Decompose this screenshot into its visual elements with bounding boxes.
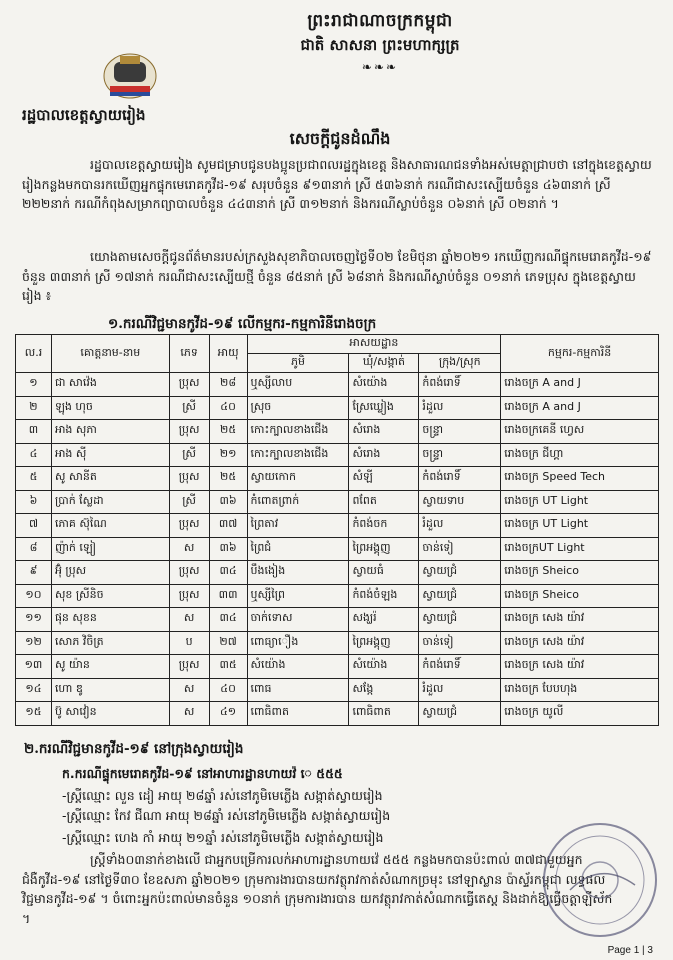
cell-commune: សំរោង [349,420,419,444]
cell-district: កំពង់រោទិ៍ [419,373,501,397]
cell-no: ៣ [16,420,52,444]
cell-commune: ពោធិពាត [349,702,419,726]
cell-name: សោភ វិចិត្រ [51,631,169,655]
cell-commune: កំពង់ចំឡង [349,584,419,608]
cell-age: ៤១ [209,702,247,726]
header-commune: ឃុំ/សង្កាត់ [349,354,419,373]
cell-commune: សំយ៉ោង [349,373,419,397]
cell-age: ២១ [209,443,247,467]
cell-village: ស្វាយកោក [247,467,349,491]
cell-sex: ស្រី [169,443,209,467]
province-emblem-logo [100,42,160,102]
cell-age: ៣៧ [209,514,247,538]
cell-village: ពោធ [247,678,349,702]
cell-no: ៦ [16,490,52,514]
cell-workplace: រោងចក្រ Speed Tech [501,467,659,491]
table-row [16,490,659,514]
table-row [16,702,659,726]
cell-age: ៣៦ [209,537,247,561]
cell-village: កំពោតព្រាក់ [247,490,349,514]
cell-commune: ស្វាយធំ [349,561,419,585]
cell-workplace: រោងចក្រ A and J [501,396,659,420]
cell-age: ៣៦ [209,490,247,514]
table-row [16,584,659,608]
cell-age: ៣៥ [209,655,247,679]
cell-village: ពោធ្យាឿង [247,631,349,655]
cell-no: ១២ [16,631,52,655]
cell-district: រំដួល [419,396,501,420]
cell-name: ហោ ឌូ [51,678,169,702]
cell-sex: ប្រុស [169,584,209,608]
cell-commune: សង្កែ [349,678,419,702]
cell-sex: ស្រី [169,490,209,514]
header-workplace: កម្មករ-កម្មការិនី [501,335,659,373]
table-row [16,678,659,702]
person-line: -ស្ត្រីឈ្មោះ កែវ ជីណា អាយុ ២៨ឆ្នាំ រស់នៅភូមិមេភ្លើង សង្កាត់ស្វាយរៀង [62,808,391,823]
cell-age: ២៧ [209,631,247,655]
cell-district: កំពង់រោទិ៍ [419,467,501,491]
ornament-divider: ❧❧❧ [361,60,399,74]
cell-commune: សង្ឃរ៉ [349,608,419,632]
cell-village: ចាក់ទោស [247,608,349,632]
person-line: -ស្ត្រីឈ្មោះ លួន ដៀ អាយុ ២៨ឆ្នាំ រស់នៅភូមិមេភ្លើង សង្កាត់ស្វាយរៀង [62,788,383,803]
table-row [16,608,659,632]
cases-table-body [16,373,659,726]
cell-village: ពោធិពាត [247,702,349,726]
header-address: អាសយដ្ឋាន [247,335,501,354]
national-motto: ជាតិ សាសនា ព្រះមហាក្សត្រ [300,36,460,54]
cell-workplace: រោងចក្រ សេង យ៉ាវ [501,655,659,679]
cell-workplace: រោងចក្រUT Light [501,537,659,561]
cell-workplace: រោងចក្រ UT Light [501,514,659,538]
cell-commune: ព្រៃអង្គុញ [349,537,419,561]
cell-name: ផុន សុខន [51,608,169,632]
cell-village: បឹងងៀង [247,561,349,585]
table-row [16,631,659,655]
closing-paragraph: ស្ត្រីទាំង០៣នាក់ខាងលើ ជាអ្នកបម្រើការលក់អាហារដ្ឋានហាយវ៉េ ៥៥៥ កន្លងមកបានប៉ះពាល់ ៣៧ជាមួយអ្នកជំងឺកូវីដ-១៩ នៅថ្ងៃទី៣០ ខែឧសភា ឆ្នាំ២០២១ ក្រុមការងារបានយកវត្ថុរាវកាត់សំណាកច្រមុះ នៅឡាស្លាន ប៉ាស្ទ័រកម្ពុជា លទ្ធផលវិជ្ជមានកូវីដ-១៩ ។ ចំពោះអ្នកប៉ះពាល់មានចំនួន ១០នាក់ ក្រុមការងារបាន យកវត្ថុរាវកាត់សំណាកធ្វើតេស្ត និងដាក់ឱ្យធ្វើចត្តាឡីស័ក ។ [22,852,613,926]
cell-village: ព្រៃតាវ [247,514,349,538]
cases-table [15,334,659,726]
cell-workplace: រោងចក្រ Sheico [501,584,659,608]
cell-name: អាង សុភា [51,420,169,444]
cell-name: ប្រាក់ ស្លែដា [51,490,169,514]
cell-district: ស្វាយជ្រំ [419,561,501,585]
cell-commune: កំពង់ចក [349,514,419,538]
cell-no: ៤ [16,443,52,467]
section2-subtitle: ក.ករណីផ្ទុកមេរោគកូវីដ-១៩ នៅអាហារដ្ឋានហាយវ៉ េ ៥៥៥ [62,766,343,781]
cell-sex: ប្រុស [169,420,209,444]
cell-district: ចាន់ទៀ [419,537,501,561]
cell-district: រំដួល [419,514,501,538]
cell-workplace: រោងចក្រ UT Light [501,490,659,514]
cell-no: ៧ [16,514,52,538]
cell-no: ១៣ [16,655,52,679]
cell-name: អាង ស៊ី [51,443,169,467]
kingdom-heading: ព្រះរាជាណាចក្រកម្ពុជា [307,11,453,31]
cell-sex: ប្រុស [169,373,209,397]
table-row [16,514,659,538]
header-district: ក្រុង/ស្រុក [419,354,501,373]
cell-district: ស្វាយទាប [419,490,501,514]
cell-name: ញ៉ាក់ ឡៀ [51,537,169,561]
cell-district: ចន្ទ្រា [419,420,501,444]
header-no: ល.រ [16,335,52,373]
cell-no: ១ [16,373,52,397]
intro-paragraph: រដ្ឋបាលខេត្តស្វាយរៀង សូមជម្រាបជូនបងប្អូនប្រជាពលរដ្ឋក្នុងខេត្ត និងសាធារណជនទាំងអស់មេត្តាជ្រាបថា នៅក្នុងខេត្តស្វាយរៀងកន្លងមកបានរកឃើញអ្នកផ្ទុកមេរោគកូវីដ-១៩ សរុបចំនួន ៩១៣នាក់ ស្រី ៥៣៦នាក់ ករណីជាសះស្បើយចំនួន ៤៦៣នាក់ ស្រី ២២២នាក់ ករណីកំពុងសម្រាកព្យាបាលចំនួន ៤៤៣នាក់ ស្រី ៣១២នាក់ និងករណីស្លាប់ចំនួន ០៦នាក់ ស្រី ០២នាក់ ។ [22,157,652,211]
cell-sex: ប្រុស [169,514,209,538]
cell-commune: ស្រែឃ្លៀង [349,396,419,420]
cell-sex: ប [169,631,209,655]
report-paragraph: យោងតាមសេចក្តីជូនព័ត៌មានរបស់ក្រសួងសុខាភិបាលចេញថ្ងៃទី០២ ខែមិថុនា ឆ្នាំ២០២១ រកឃើញករណីផ្ទុកមេរោគកូវីដ-១៩ ចំនួន ៣៣នាក់ ស្រី ១៧នាក់ ករណីជាសះស្បើយថ្មី ចំនួន ៨៥នាក់ ស្រី ៦៨នាក់ និងករណីស្លាប់ចំនួន ០១នាក់ ភេទប្រុស ក្នុងខេត្តស្វាយរៀង ៖ [22,249,652,303]
cell-village: ឬស្សីព្រៃ [247,584,349,608]
cell-no: ១៤ [16,678,52,702]
cell-village: ស្រុច [247,396,349,420]
table-row [16,537,659,561]
cell-no: ៨ [16,537,52,561]
cell-no: ១១ [16,608,52,632]
cell-name: ឡុង ហុច [51,396,169,420]
cell-name: សូ យ៉ាន [51,655,169,679]
table-row [16,655,659,679]
cell-age: ៣៣ [209,584,247,608]
cell-village: ឬស្សីលាប [247,373,349,397]
table-row [16,373,659,397]
cell-name: សុខ ស្រីនិច [51,584,169,608]
cell-name: សូ សានីត [51,467,169,491]
cell-sex: ប្រុស [169,655,209,679]
cell-commune: ព្រៃអង្គុញ [349,631,419,655]
cell-no: ២ [16,396,52,420]
cell-name: ប៊ូ សាវៀន [51,702,169,726]
cell-no: ៥ [16,467,52,491]
cell-age: ២៨ [209,373,247,397]
cell-village: ព្រៃជំ [247,537,349,561]
cell-district: ចាន់ទៀ [419,631,501,655]
cell-village: សំយ៉ោង [247,655,349,679]
table-row [16,443,659,467]
table-row [16,396,659,420]
cell-district: រំដួល [419,678,501,702]
cell-sex: ស [169,537,209,561]
cell-district: ស្វាយជ្រំ [419,608,501,632]
table-row [16,561,659,585]
cell-age: ៤០ [209,396,247,420]
cell-workplace: រោងចក្រ ជីហ្គា [501,443,659,467]
cell-sex: ស្រី [169,396,209,420]
person-line: -ស្ត្រីឈ្មោះ ហេង កាំ អាយុ ២១ឆ្នាំ រស់នៅភូមិមេភ្លើង សង្កាត់ស្វាយរៀង [62,830,384,845]
cell-workplace: រោងចក្រ Sheico [501,561,659,585]
cell-name: អ៊ុំ ប្រុស [51,561,169,585]
cell-commune: សំយ៉ោង [349,655,419,679]
header-sex: ភេទ [169,335,209,373]
section2-heading: ២.ករណីវិជ្ជមានកូវីដ-១៩ នៅក្រុងស្វាយរៀង [24,741,244,757]
cell-district: កំពង់រោទិ៍ [419,655,501,679]
table-row [16,467,659,491]
cell-sex: ប្រុស [169,467,209,491]
cell-workplace: រោងចក្រគេនី ហ្វេស [501,420,659,444]
cell-sex: ប្រុស [169,561,209,585]
cell-commune: សំរោង [349,443,419,467]
cell-sex: ស [169,678,209,702]
cell-age: ៣៤ [209,608,247,632]
cell-age: ៤០ [209,678,247,702]
table-row [16,420,659,444]
cell-age: ២៥ [209,467,247,491]
cell-commune: សំឡី [349,467,419,491]
cell-sex: ស [169,702,209,726]
cell-no: ១០ [16,584,52,608]
cell-district: ស្វាយជ្រំ [419,584,501,608]
section1-heading: ១.ករណីវិជ្ជមានកូវីដ-១៩ លើកម្មករ-កម្មការិនីរោងចក្រ [108,316,377,332]
cell-workplace: រោងចក្រ A and J [501,373,659,397]
cell-age: ៣៤ [209,561,247,585]
document-title: សេចក្តីជូនដំណឹង [289,129,391,148]
cell-name: ជា សាវ៉េង [51,373,169,397]
cell-district: ចន្ទ្រា [419,443,501,467]
cell-workplace: រោងចក្រ សេង យ៉ាវ [501,631,659,655]
cell-village: កោះក្បាលខាងជើង [247,443,349,467]
cell-workplace: រោងចក្រ យូលី [501,702,659,726]
province-administration: រដ្ឋបាលខេត្តស្វាយរៀង [22,106,146,124]
cell-village: កោះក្បាលខាងជើង [247,420,349,444]
official-seal-stamp [540,820,660,940]
cell-no: ៩ [16,561,52,585]
header-name: គោត្តនាម-នាម [51,335,169,373]
header-age: អាយុ [209,335,247,373]
cell-name: ភោគ ស៊ុណៃ [51,514,169,538]
page-number: Page 1 | 3 [607,945,653,956]
header-village: ភូមិ [247,354,349,373]
cell-no: ១៥ [16,702,52,726]
cell-workplace: រោងចក្រ បែបហុង [501,678,659,702]
cell-sex: ស [169,608,209,632]
cell-commune: ពពែត [349,490,419,514]
cell-workplace: រោងចក្រ សេង យ៉ាវ [501,608,659,632]
cell-district: ស្វាយជ្រំ [419,702,501,726]
cell-age: ២៥ [209,420,247,444]
